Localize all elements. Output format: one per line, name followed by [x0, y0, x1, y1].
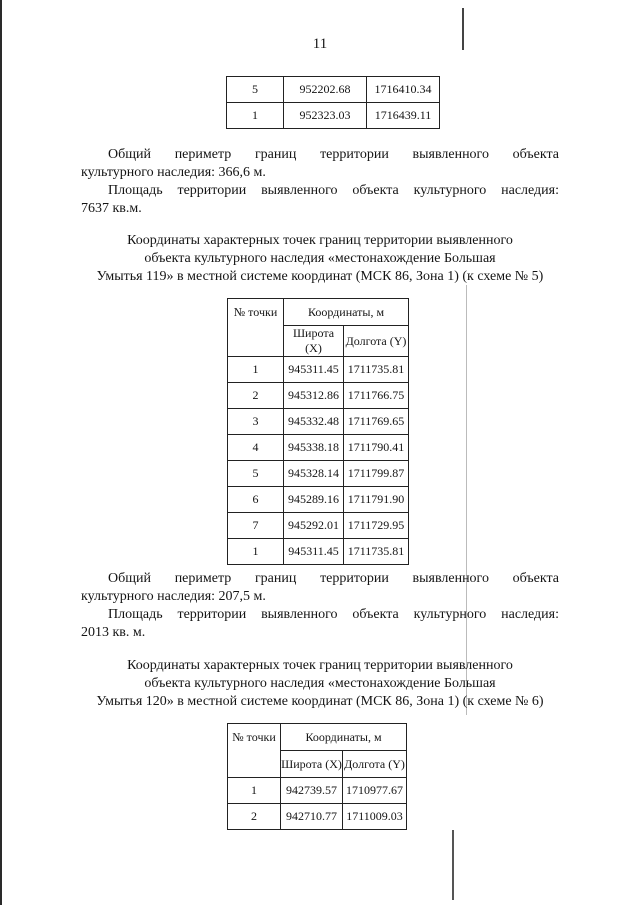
- point-number-cell: 2: [228, 383, 284, 409]
- scan-edge-left: [0, 0, 2, 905]
- longitude-cell: 1711766.75: [344, 383, 409, 409]
- table-row: [228, 487, 409, 513]
- table-row: [227, 103, 440, 129]
- latitude-cell: 945338.18: [284, 435, 344, 461]
- header-coordinates: Координаты, м: [284, 299, 409, 326]
- coordinates-table-scheme-6: [227, 723, 407, 830]
- longitude-cell: 1711769.65: [344, 409, 409, 435]
- heading-line: объекта культурного наследия «местонахождение Большая: [144, 251, 496, 266]
- point-number-cell: 5: [227, 77, 284, 103]
- table-row: [228, 804, 407, 830]
- latitude-cell: 952202.68: [284, 77, 367, 103]
- table-row: [228, 435, 409, 461]
- header-longitude: Долгота (Y): [344, 326, 409, 357]
- longitude-cell: 1711735.81: [344, 357, 409, 383]
- point-number-cell: 3: [228, 409, 284, 435]
- point-number-cell: 4: [228, 435, 284, 461]
- latitude-cell: 945289.16: [284, 487, 344, 513]
- longitude-cell: 1711009.03: [343, 804, 407, 830]
- header-point-number: № точки: [228, 724, 281, 778]
- latitude-cell: 945311.45: [284, 539, 344, 565]
- point-number-cell: 1: [228, 539, 284, 565]
- table-row: [228, 461, 409, 487]
- coordinates-table-scheme-5: [227, 298, 409, 565]
- point-number-cell: 2: [228, 804, 281, 830]
- heading-line: Координаты характерных точек границ территории выявленного: [127, 658, 513, 673]
- table-row: [228, 383, 409, 409]
- table-row: [228, 513, 409, 539]
- longitude-cell: 1711791.90: [344, 487, 409, 513]
- scan-artifact-line: [452, 830, 454, 900]
- latitude-cell: 945311.45: [284, 357, 344, 383]
- longitude-cell: 1711799.87: [344, 461, 409, 487]
- longitude-cell: 1711790.41: [344, 435, 409, 461]
- longitude-cell: 1716410.34: [367, 77, 440, 103]
- latitude-cell: 945332.48: [284, 409, 344, 435]
- point-number-cell: 5: [228, 461, 284, 487]
- table-row: [228, 409, 409, 435]
- latitude-cell: 945292.01: [284, 513, 344, 539]
- coordinates-table-continuation: [226, 76, 440, 129]
- section-5-heading: [60, 232, 580, 286]
- area-paragraph-line2: 2013 кв. м.: [81, 625, 146, 640]
- point-number-cell: 1: [228, 357, 284, 383]
- header-coordinates: Координаты, м: [281, 724, 407, 751]
- header-latitude: Широта (X): [281, 751, 343, 778]
- point-number-cell: 6: [228, 487, 284, 513]
- header-point-number: № точки: [228, 299, 284, 357]
- perimeter-paragraph-line1: Общий периметр границ территории выявленного объекта: [108, 147, 559, 162]
- section-6-heading: [60, 657, 580, 711]
- latitude-cell: 945328.14: [284, 461, 344, 487]
- area-paragraph-line1: Площадь территории выявленного объекта культурного наследия:: [108, 607, 559, 622]
- page-number: 11: [312, 36, 328, 52]
- perimeter-paragraph-line1: Общий периметр границ территории выявленного объекта: [108, 571, 559, 586]
- table-row: [228, 357, 409, 383]
- longitude-cell: 1711735.81: [344, 539, 409, 565]
- table-row: [227, 77, 440, 103]
- scan-artifact-line: [466, 285, 467, 715]
- point-number-cell: 1: [227, 103, 284, 129]
- heading-line: Координаты характерных точек границ территории выявленного: [127, 233, 513, 248]
- header-longitude: Долгота (Y): [343, 751, 407, 778]
- heading-line: Умытья 119» в местной системе координат (МСК 86, Зона 1) (к схеме № 5): [96, 269, 544, 284]
- table-row: [228, 778, 407, 804]
- heading-line: объекта культурного наследия «местонахождение Большая: [144, 676, 496, 691]
- latitude-cell: 942739.57: [281, 778, 343, 804]
- heading-line: Умытья 120» в местной системе координат (МСК 86, Зона 1) (к схеме № 6): [96, 694, 544, 709]
- point-number-cell: 7: [228, 513, 284, 539]
- table-row: [228, 539, 409, 565]
- latitude-cell: 952323.03: [284, 103, 367, 129]
- header-latitude: Широта (X): [284, 326, 344, 357]
- area-paragraph-line2: 7637 кв.м.: [81, 201, 142, 216]
- perimeter-paragraph-line2: культурного наследия: 207,5 м.: [81, 589, 266, 604]
- longitude-cell: 1716439.11: [367, 103, 440, 129]
- latitude-cell: 942710.77: [281, 804, 343, 830]
- latitude-cell: 945312.86: [284, 383, 344, 409]
- area-paragraph-line1: Площадь территории выявленного объекта культурного наследия:: [108, 183, 559, 198]
- longitude-cell: 1711729.95: [344, 513, 409, 539]
- point-number-cell: 1: [228, 778, 281, 804]
- perimeter-paragraph-line2: культурного наследия: 366,6 м.: [81, 165, 266, 180]
- longitude-cell: 1710977.67: [343, 778, 407, 804]
